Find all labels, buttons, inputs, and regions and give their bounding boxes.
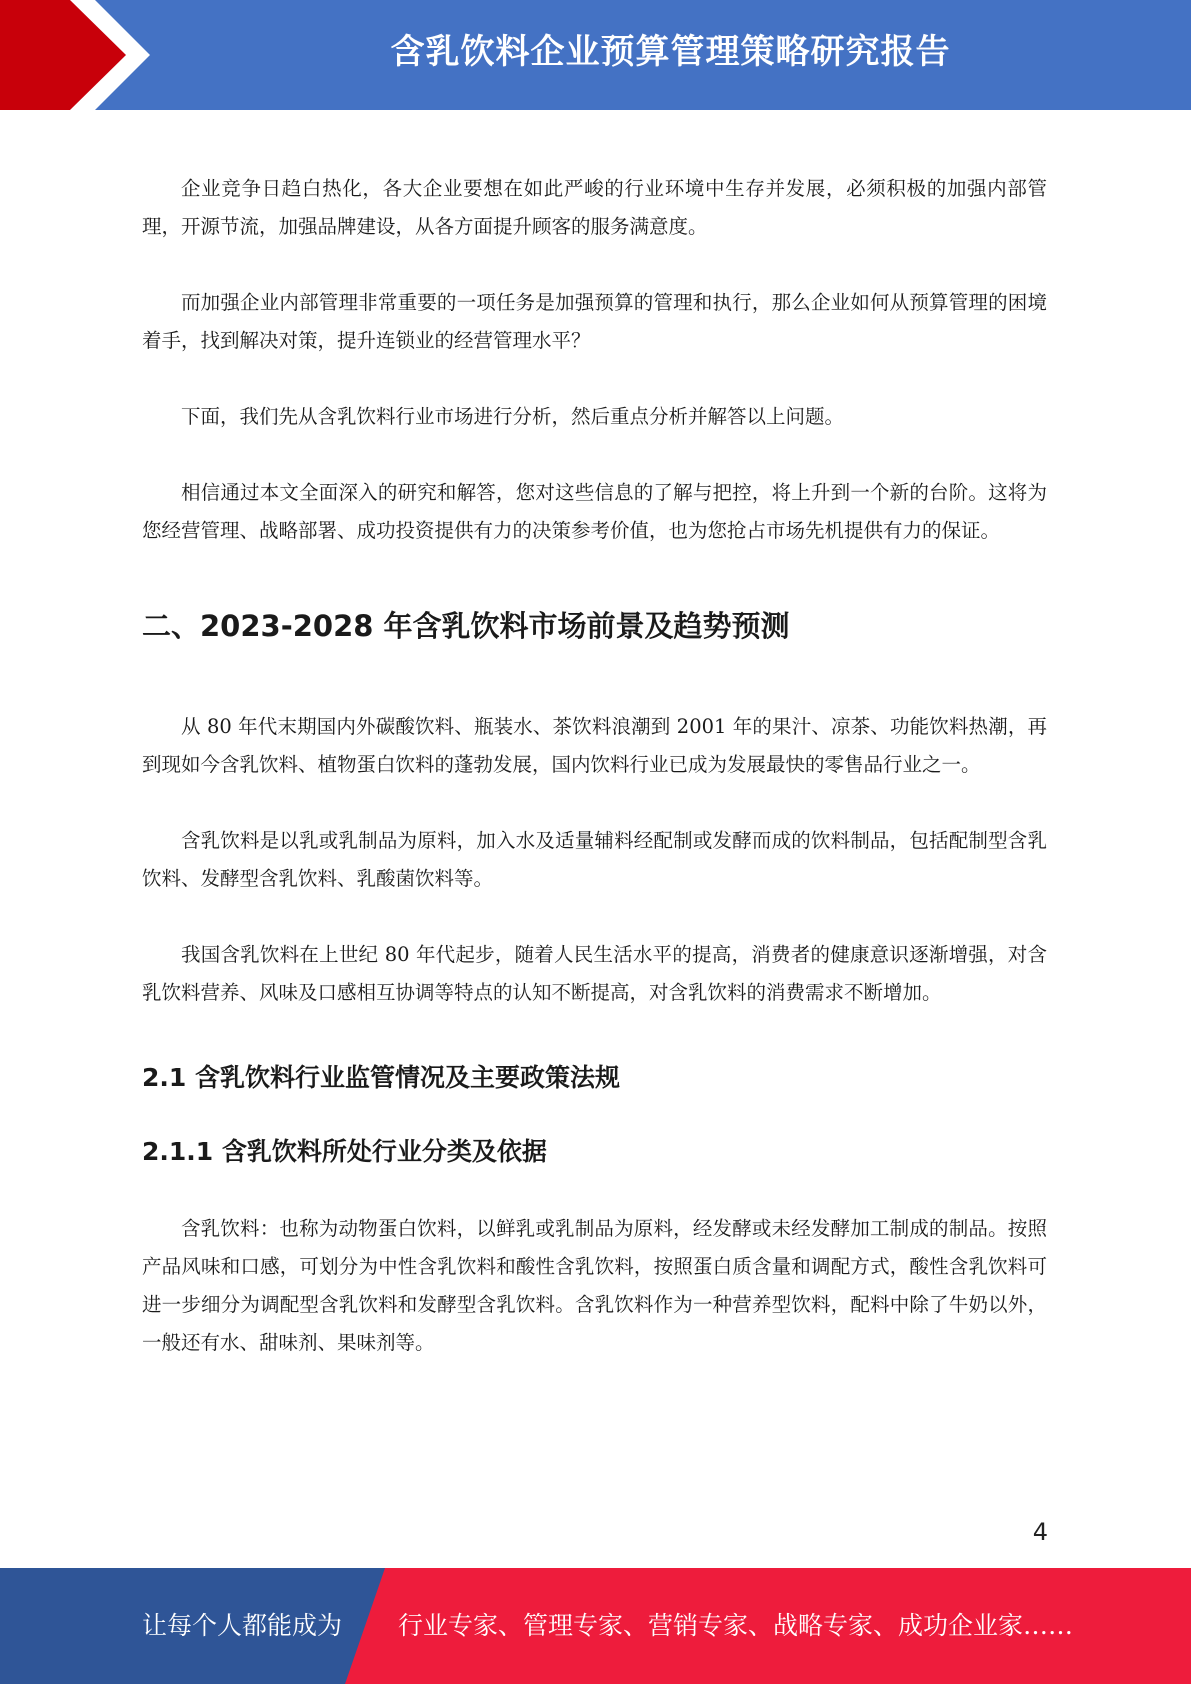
document-body [142, 170, 1047, 1400]
paragraph-intro-3: 下面，我们先从含乳饮料行业市场进行分析，然后重点分析并解答以上问题。 [181, 405, 845, 428]
paragraph-market-3: 我国含乳饮料在上世纪 80 年代起步，随着人民生活水平的提高，消费者的健康意识逐渐增强，对含乳饮料营养、风味及口感相互协调等特点的认知不断提高，对含乳饮料的消费需求不断增加。 [142, 943, 1047, 1004]
footer-slogan-left: 让每个人都能成为 [142, 1611, 343, 1640]
page-header [0, 0, 1191, 110]
subsubsection-heading: 2.1.1 含乳饮料所处行业分类及依据 [142, 1137, 547, 1166]
page-number: 4 [1032, 1518, 1048, 1546]
paragraph-classification: 含乳饮料：也称为动物蛋白饮料，以鲜乳或乳制品为原料，经发酵或未经发酵加工制成的制品。按照产品风味和口感，可划分为中性含乳饮料和酸性含乳饮料，按照蛋白质含量和调配方式，酸性含乳饮料可进一步细分为调配型含乳饮料和发酵型含乳饮料。含乳饮料作为一种营养型饮料，配料中除了牛奶以外，一般还有水、甜味剂、果味剂等。 [142, 1217, 1047, 1354]
section-heading: 二、2023-2028 年含乳饮料市场前景及趋势预测 [142, 609, 790, 643]
paragraph-intro-2: 而加强企业内部管理非常重要的一项任务是加强预算的管理和执行，那么企业如何从预算管理的困境着手，找到解决对策，提升连锁业的经营管理水平？ [142, 291, 1047, 352]
subsection-heading: 2.1 含乳饮料行业监管情况及主要政策法规 [142, 1063, 620, 1092]
paragraph-market-1: 从 80 年代末期国内外碳酸饮料、瓶装水、茶饮料浪潮到 2001 年的果汁、凉茶、功能饮料热潮，再到现如今含乳饮料、植物蛋白饮料的蓬勃发展，国内饮料行业已成为发展最快的零售品行业之一。 [142, 715, 1047, 776]
paragraph-intro-1: 企业竞争日趋白热化，各大企业要想在如此严峻的行业环境中生存并发展，必须积极的加强内部管理，开源节流，加强品牌建设，从各方面提升顾客的服务满意度。 [142, 177, 1047, 238]
paragraph-intro-4: 相信通过本文全面深入的研究和解答，您对这些信息的了解与把控，将上升到一个新的台阶。这将为您经营管理、战略部署、成功投资提供有力的决策参考价值，也为您抢占市场先机提供有力的保证。 [142, 481, 1047, 542]
footer-slogan-right: 行业专家、管理专家、营销专家、战略专家、成功企业家…… [398, 1611, 1074, 1640]
paragraph-market-2: 含乳饮料是以乳或乳制品为原料，加入水及适量辅料经配制或发酵而成的饮料制品，包括配制型含乳饮料、发酵型含乳饮料、乳酸菌饮料等。 [142, 829, 1047, 890]
page-footer [0, 1568, 1191, 1684]
report-title: 含乳饮料企业预算管理策略研究报告 [390, 32, 951, 72]
